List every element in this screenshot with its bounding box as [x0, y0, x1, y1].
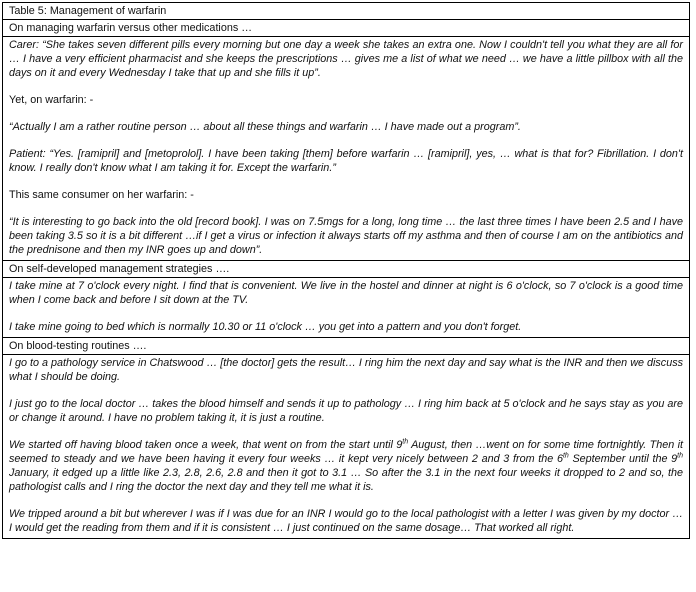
section-body-strategies [3, 278, 689, 338]
quote-paragraph: Patient: “Yes. [ramipril] and [metoprolol]. I have been taking [them] before warfarin … [ramipril], yes, … what is that for? Fibrillation. I don't know. I really don't know what I am taking it for. Except the warfarin.” [9, 148, 683, 174]
text-run: August, then …went on for some time fortnightly. Then it seemed to steady and we have been having it every four weeks … it kept very nicely between 2 and 3 from the 6 [9, 439, 683, 465]
quote-paragraph: I take mine at 7 o'clock every night. I find that is convenient. We live in the hostel and dinner at night is 6 o'clock, so 7 o'clock is a good time when I come back and before I sit down at the TV. [9, 280, 683, 306]
section-body-medications [3, 37, 689, 261]
text-run: We started off having blood taken once a week, that went on from the start until 9 [9, 439, 403, 451]
warfarin-table [2, 2, 690, 539]
narrative-paragraph: Yet, on warfarin: - [9, 94, 94, 106]
quote-paragraph [9, 438, 683, 494]
quote-paragraph: I just go to the local doctor … takes the blood himself and sends it up to pathology … I ring him back at 5 o'clock and he says stay as you are or change it around. I have no problem taking it, it is just a routine. [9, 398, 683, 424]
quote-paragraph: “It is interesting to go back into the old [record book]. I was on 7.5mgs for a long, long time … the last three times I have been 2.5 and I have been taking 3.5 so it is a bit different …if I get a virus or infection it always starts off my asthma and then of course I am on the antibiotics and the prednisone and then my INR goes up and down”. [9, 216, 683, 256]
section-body-blood-testing [3, 355, 689, 538]
section-heading-strategies: On self-developed management strategies …. [3, 261, 689, 278]
quote-paragraph: “Actually I am a rather routine person … about all these things and warfarin … I have made out a program”. [9, 121, 521, 133]
quote-paragraph: I go to a pathology service in Chatswood … [the doctor] gets the result… I ring him the next day and say what is the INR and then we discuss what I should be doing. [9, 357, 683, 383]
text-run: September until the 9 [568, 453, 678, 465]
section-heading-blood-testing: On blood-testing routines …. [3, 338, 689, 355]
section-heading-medications: On managing warfarin versus other medications … [3, 20, 689, 37]
text-run: January, it edged up a little like 2.3, 2.8, 2.6, 2.8 and then it got to 3.1 … So after the 3.1 in the next four weeks it dropped to 2 and so, the pathologist calls and I ring the doctor the next day and they tell me what it is. [9, 467, 683, 493]
quote-paragraph: We tripped around a bit but wherever I was if I was due for an INR I would go to the local pathologist with a letter I was given by my doctor …I would get the reading from them and if it is consistent … I just continued on the same dosage… That worked all right. [9, 508, 683, 534]
quote-paragraph: I take mine going to bed which is normally 10.30 or 11 o'clock … you get into a pattern and you don't forget. [9, 321, 522, 333]
ordinal-suffix: th [677, 452, 683, 460]
quote-paragraph: Carer: “She takes seven different pills every morning but one day a week she takes an extra one. Now I couldn't tell you what they are all for … I have a very efficient pharmacist and she keeps the prescriptions … gives me a list of what we need … we have a little pillbox with all the days on it and every Wednesday I take that up and she fills it up”. [9, 39, 683, 79]
table-title: Table 5: Management of warfarin [3, 3, 689, 20]
narrative-paragraph: This same consumer on her warfarin: - [9, 189, 194, 201]
ordinal-suffix: th [562, 452, 569, 460]
ordinal-suffix: th [402, 438, 409, 446]
